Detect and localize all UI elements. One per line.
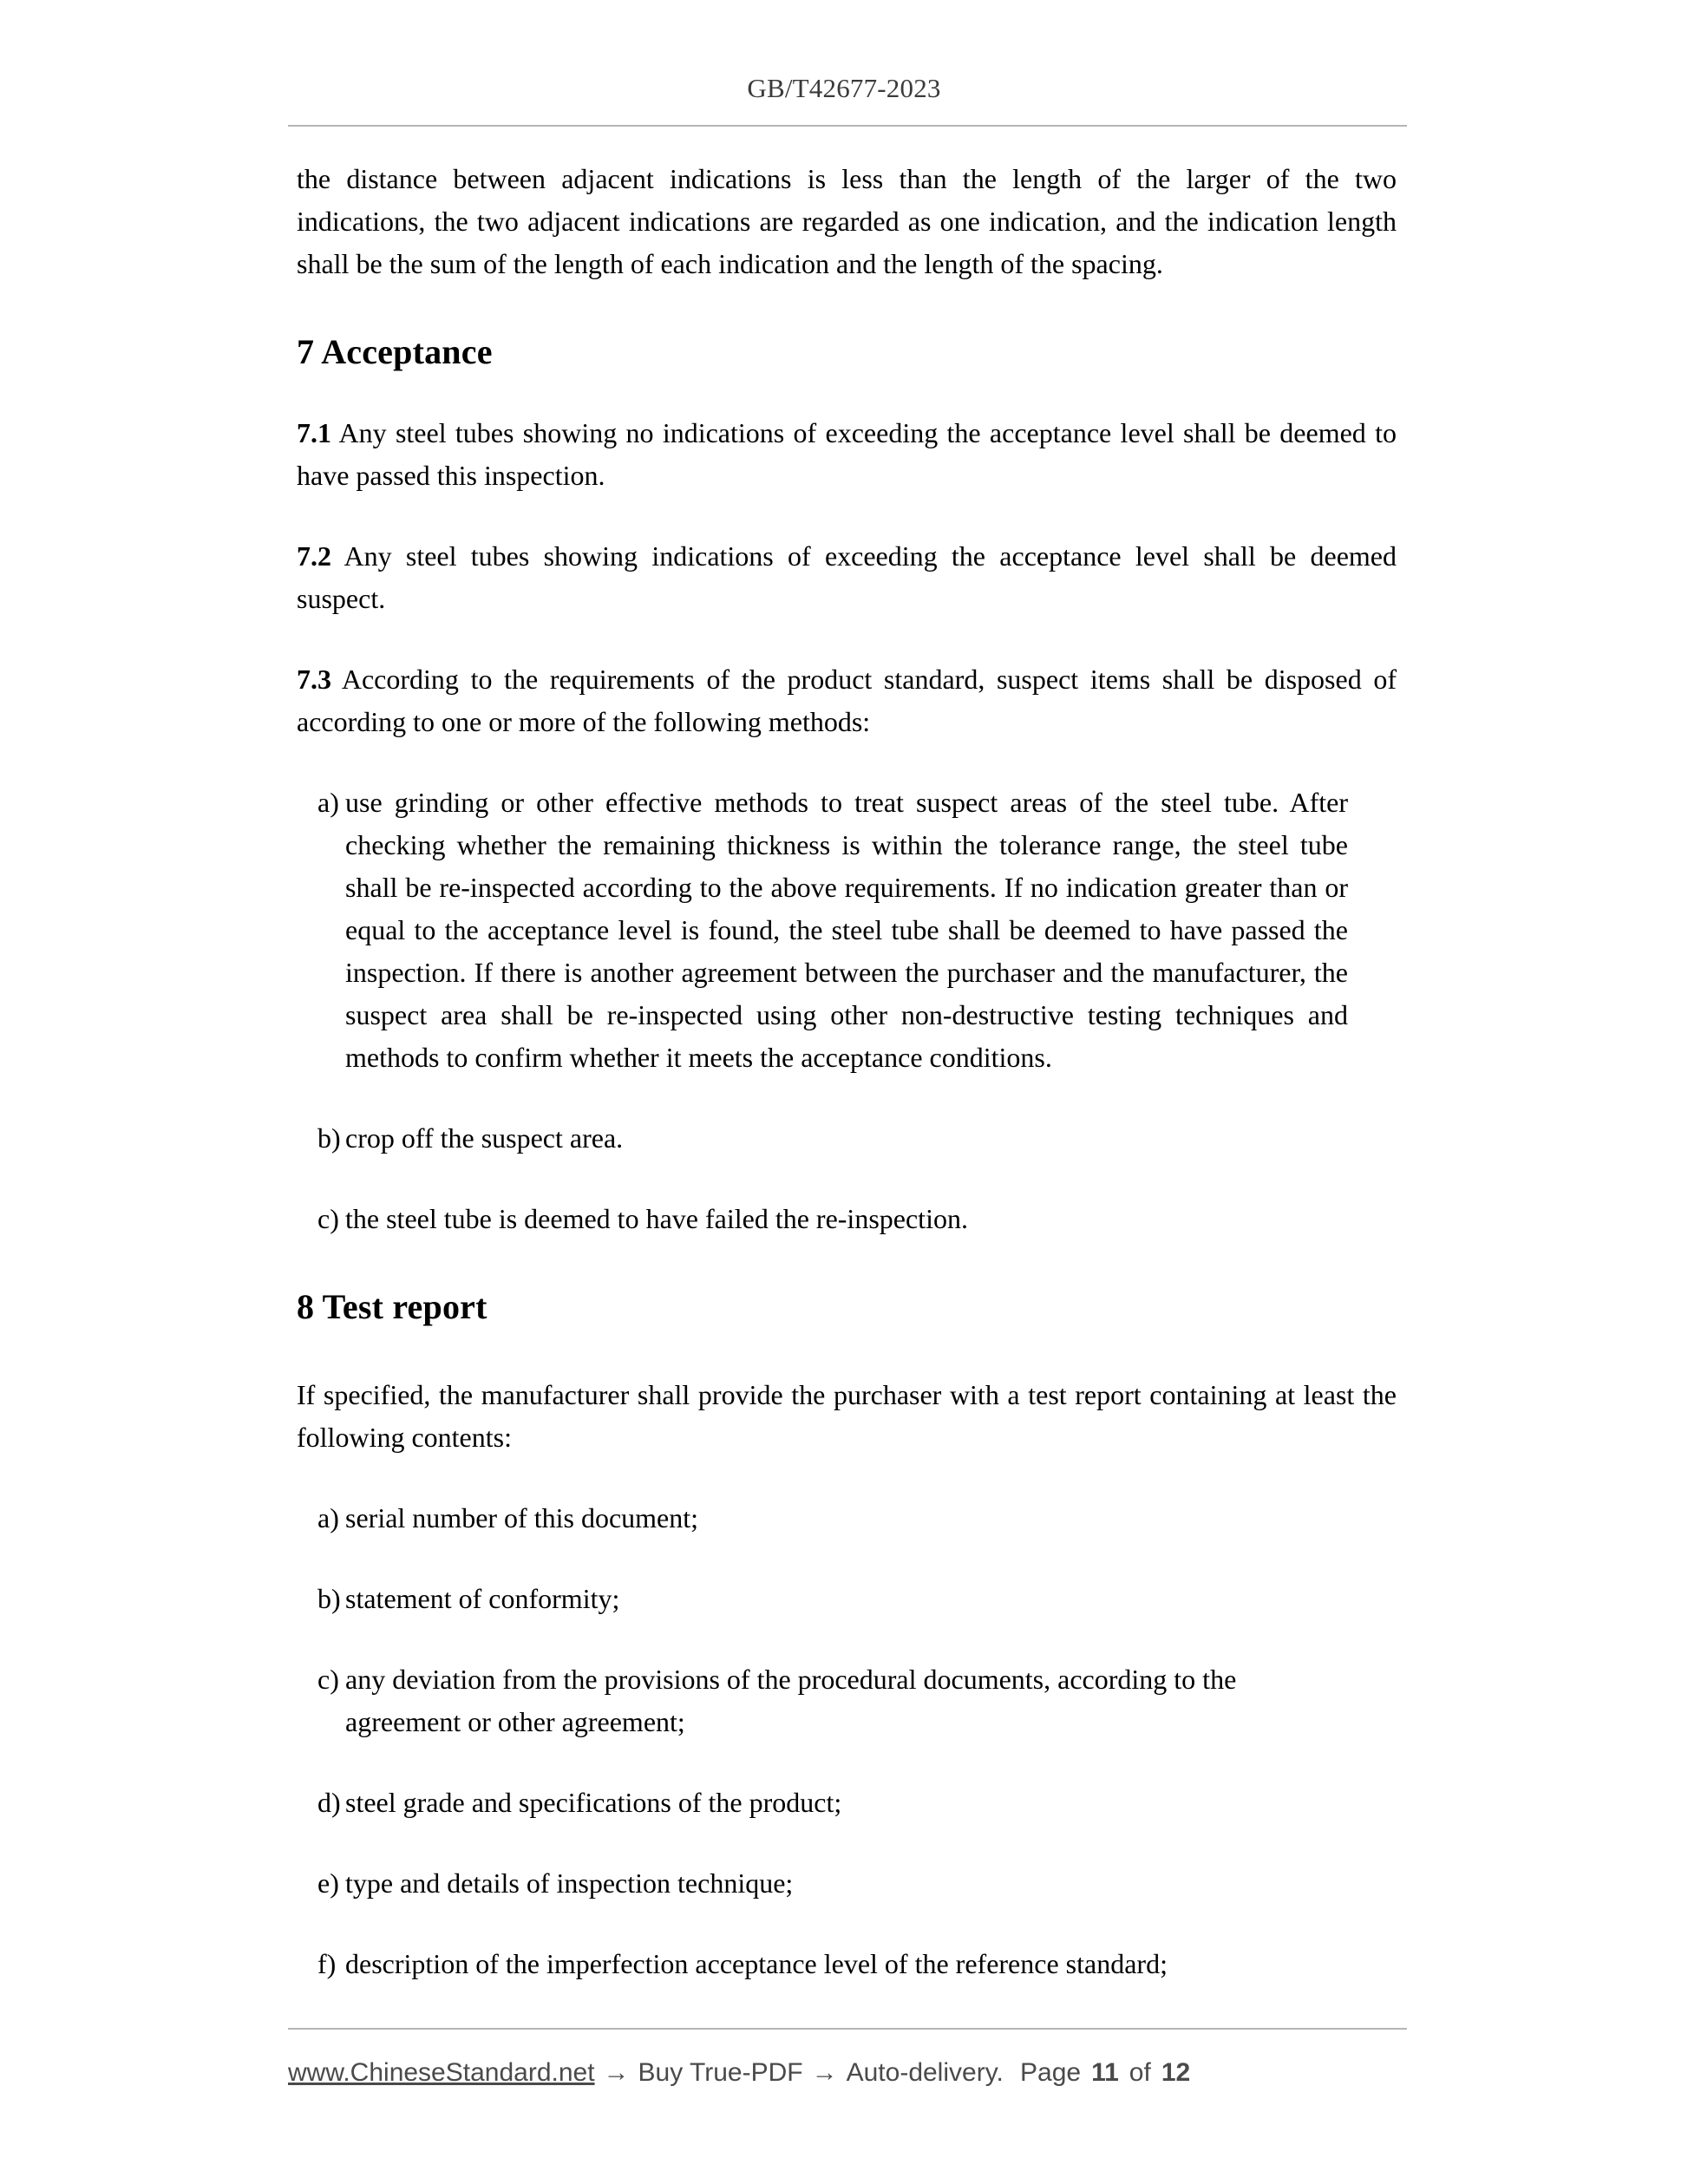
clause-7-3 [297, 658, 1397, 743]
section7-list [297, 781, 1397, 1240]
spacer [297, 1079, 1397, 1117]
footer-promo-buy: Buy True-PDF [638, 2058, 803, 2087]
list-item-text: crop off the suspect area. [345, 1122, 624, 1154]
clause-text: According to the requirements of the product standard, suspect items shall be disposed of according to one or more of the following methods: [297, 664, 1397, 737]
list-item [297, 1578, 1348, 1620]
clause-7-1 [297, 412, 1397, 497]
section-heading-7: 7 Acceptance [297, 332, 493, 371]
list-marker: c) [317, 1664, 339, 1695]
total-page-number: 12 [1161, 2058, 1191, 2087]
page-header [0, 73, 1688, 104]
list-item [297, 1658, 1348, 1743]
spacer [297, 1459, 1397, 1497]
list-item-text: type and details of inspection technique; [345, 1867, 794, 1899]
list-item [297, 1198, 1348, 1240]
arrow-right-icon: → [603, 2058, 630, 2087]
footer-promo-delivery: Auto-delivery. [846, 2058, 1004, 2087]
spacer [297, 1743, 1397, 1782]
list-item [297, 1943, 1348, 1985]
list-marker: e) [317, 1867, 339, 1899]
spacer [297, 1620, 1397, 1658]
list-item-text: description of the imperfection acceptance level of the reference standard; [345, 1948, 1168, 1979]
list-marker: f) [317, 1948, 337, 1979]
clause-7-2 [297, 535, 1397, 620]
list-item [297, 1782, 1348, 1824]
list-item-text: use grinding or other effective methods to treat suspect areas of the steel tube. After checking whether the remaining thickness is within the tolerance range, the steel tube shall be re-inspected according to the above requirements. If no indication greater than or equal to the acceptance level is found, the steel tube shall be deemed to have passed the inspection. If there is another agreement between the purchaser and the manufacturer, the suspect area shall be re-inspected using other non-destructive testing techniques and methods to confirm whether it meets the acceptance conditions. [345, 787, 1348, 1073]
clause-text: Any steel tubes showing no indications of exceeding the acceptance level shall be deemed to have passed this inspection. [297, 417, 1397, 491]
list-marker: c) [317, 1203, 339, 1234]
list-item-text: any deviation from the provisions of the procedural documents, according to the agreement or other agreement; [345, 1664, 1237, 1737]
spacer [297, 1905, 1397, 1943]
list-item-text: serial number of this document; [345, 1502, 699, 1533]
spacer [297, 1329, 1397, 1374]
of-label: of [1129, 2058, 1151, 2087]
clause-number: 7.1 [297, 417, 331, 448]
clause-text: Any steel tubes showing indications of exceeding the acceptance level shall be deemed suspect. [297, 540, 1397, 614]
footer-promo [288, 2058, 1004, 2088]
intro-paragraph: the distance between adjacent indications is less than the length of the larger of the two indications, the two adjacent indications are regarded as one indication, and the indication length shall be the sum of the length of each indication and the length of the spacing. [297, 163, 1397, 279]
spacer [297, 743, 1397, 781]
list-item [297, 1117, 1348, 1160]
footer-website-link[interactable]: www.ChineseStandard.net [288, 2058, 595, 2087]
page-label: Page [1020, 2058, 1082, 2087]
spacer [297, 497, 1397, 535]
spacer [297, 285, 1397, 330]
page-indicator [1017, 2047, 1197, 2099]
document-body [297, 158, 1397, 1985]
list-marker: b) [317, 1583, 341, 1614]
list-item-text: steel grade and specifications of the product; [345, 1787, 842, 1818]
list-marker: d) [317, 1787, 341, 1818]
arrow-right-icon: → [811, 2058, 838, 2087]
section-heading-8: 8 Test report [297, 1287, 487, 1326]
section8-intro: If specified, the manufacturer shall provide the purchaser with a test report containing at least the following contents: [297, 1379, 1397, 1453]
spacer [297, 1824, 1397, 1862]
spacer [297, 1540, 1397, 1578]
spacer [297, 1240, 1397, 1285]
list-marker: a) [317, 787, 339, 818]
list-item [297, 1862, 1348, 1905]
footer-divider [288, 2028, 1407, 2030]
page-footer [288, 2047, 1407, 2099]
spacer [297, 374, 1397, 412]
list-item [297, 781, 1348, 1079]
list-item-text: statement of conformity; [345, 1583, 620, 1614]
clause-number: 7.3 [297, 664, 331, 695]
header-divider [288, 125, 1407, 127]
list-item [297, 1497, 1348, 1540]
list-marker: b) [317, 1122, 341, 1154]
clause-number: 7.2 [297, 540, 331, 572]
current-page-number: 11 [1091, 2058, 1119, 2087]
list-item-text: the steel tube is deemed to have failed the re-inspection. [345, 1203, 968, 1234]
section8-list [297, 1497, 1397, 1985]
list-marker: a) [317, 1502, 339, 1533]
spacer [297, 620, 1397, 658]
standard-number: GB/T42677-2023 [747, 73, 941, 103]
spacer [297, 1160, 1397, 1198]
